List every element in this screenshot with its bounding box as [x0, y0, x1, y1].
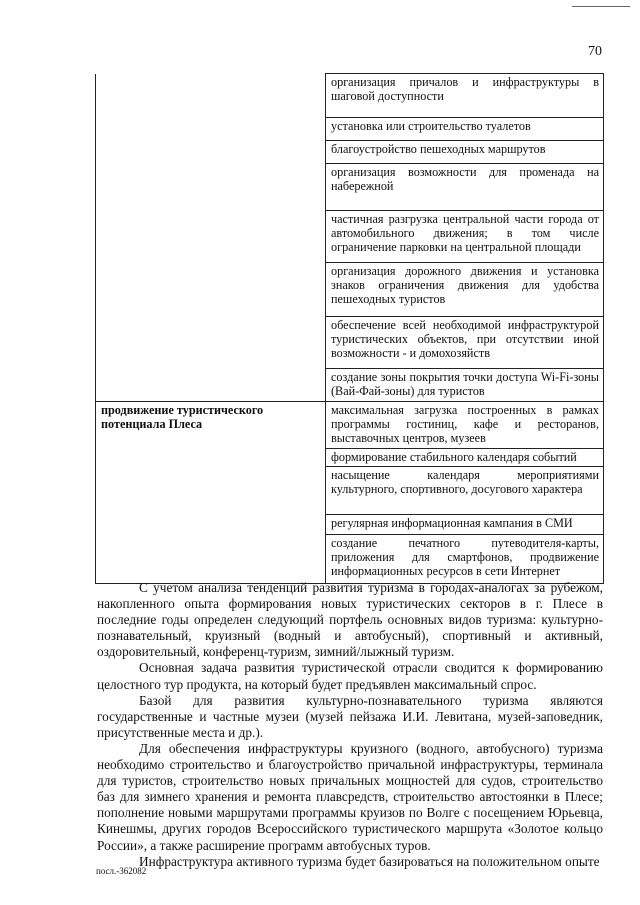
measure-cell: формирование стабильного календаря событий	[326, 448, 604, 466]
paragraph: Инфраструктура активного туризма будет базироваться на положительном опыте	[139, 853, 600, 869]
measure-cell: организация возможности для променада на набережной	[326, 164, 604, 211]
measure-cell: создание зоны покрытия точки доступа Wi-Fi-зоны (Вай-Фай-зоны) для туристов	[326, 369, 604, 402]
measure-cell: благоустройство пешеходных маршрутов	[326, 141, 604, 164]
measure-cell: организация причалов и инфраструктуры в шаговой доступности	[326, 74, 604, 118]
paragraph: Основная задача развития туристической отрасли сводится к формированию целостного тур продукта, на который будет предъявлен максимальный спрос.	[97, 660, 603, 692]
measure-cell: максимальная загрузка построенных в рамках программы гостиниц, кафе и ресторанов, выставочных центров, музеев	[326, 402, 604, 449]
body-text	[97, 580, 603, 870]
measures-table	[95, 73, 604, 584]
measure-cell: обеспечение всей необходимой инфраструктурой туристических объектов, при отсутствии иной возможности - и домохозяйств	[326, 317, 604, 369]
measure-cell: насыщение календаря мероприятиями культурного, спортивного, досугового характера	[326, 466, 604, 514]
measure-cell: установка или строительство туалетов	[326, 118, 604, 141]
category-title: продвижение туристического потенциала Плеса	[101, 403, 264, 432]
table-row	[96, 402, 604, 449]
measure-cell: регулярная информационная кампания в СМИ	[326, 514, 604, 534]
category-cell	[96, 74, 326, 402]
page-number: 70	[588, 44, 602, 59]
category-cell	[96, 402, 326, 584]
paragraph: Базой для развития культурно-познавательного туризма являются государственные и частные музеи (музей пейзажа И.И. Левитана, музей-заповедник, присутственные места и др.).	[97, 692, 603, 740]
table-row	[96, 74, 604, 118]
measure-cell: частичная разгрузка центральной части города от автомобильного движения; в том числе ограничение парковки на центральной площади	[326, 211, 604, 263]
footer-code: посл.-362082	[96, 866, 147, 876]
measure-cell: организация дорожного движения и установка знаков ограничения движения для удобства пешеходных туристов	[326, 263, 604, 317]
paragraph: Для обеспечения инфраструктуры круизного (водного, автобусного) туризма необходимо строительство и благоустройство причальной инфраструктуры, терминала для туристов, строительство новых причальных мощностей для судов, строительство баз для зимнего хранения и ремонта плавсредств, строительство автостоянки в Плесе; пополнение новыми маршрутами программы круизов по Волге с посещением Юрьевца, Кинешмы, других городов Всероссийского туристического маршрута «Золотое кольцо России», а также расширение программ автобусных туров.	[97, 740, 603, 853]
header-rule	[572, 6, 630, 7]
paragraph: С учетом анализа тенденций развития туризма в городах-аналогах за рубежом, накопленного опыта формирования новых туристических секторов в г. Плесе в последние годы определен следующий портфель основных видов туризма: культурно-познавательный, круизный (водный и автобусный), спортивный и активный, оздоровительный, конференц-туризм, зимний/лыжный туризм.	[97, 580, 603, 660]
measure-cell: создание печатного путеводителя-карты, приложения для смартфонов, продвижение информационных ресурсов в сети Интернет	[326, 534, 604, 583]
